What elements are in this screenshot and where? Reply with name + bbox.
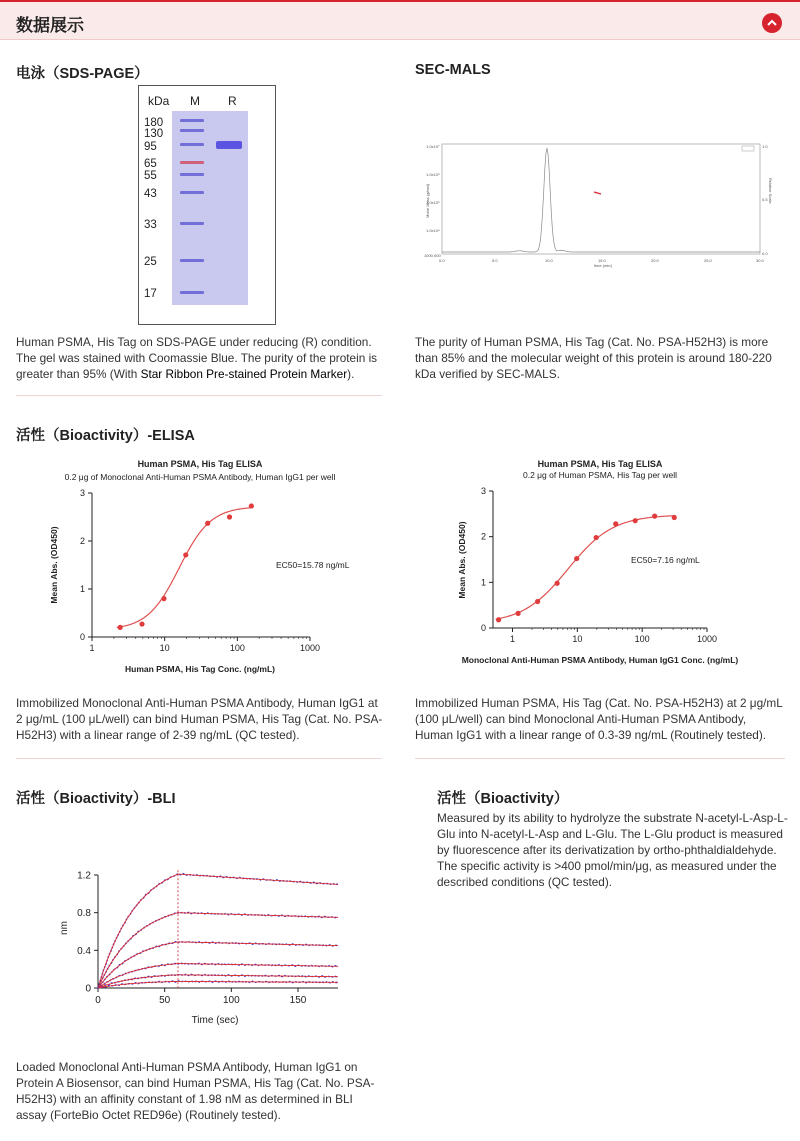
x-tick-label: 50 [159,995,171,1006]
y-tick-label: 0 [85,983,91,995]
y-axis-label: Molar Mass (g/mol) [425,183,430,218]
section-header [0,0,800,40]
lane-r-label: R [228,94,237,108]
y-tick-label: 0.4 [77,945,91,957]
marker-band [180,291,204,294]
data-point [183,552,188,557]
x-tick-label: 1 [89,643,95,653]
marker-label: 55 [144,170,157,182]
sds-description: Human PSMA, His Tag on SDS-PAGE under reducing (R) condition. The gel was stained with Coomassie Blue. The purity of the protein is greater than 95% (With Star Ribbon Pre-stained Protein Marker). [16,335,378,381]
data-point [574,556,579,561]
bli-chart [55,860,355,1030]
fit-curve [117,508,253,628]
secmals-heading: SEC-MALS [415,62,491,78]
x-tick: 0.0 [439,258,445,263]
marker-band [180,161,204,164]
data-point [535,599,540,604]
x-tick-label: 0 [95,995,101,1006]
y-tick-label: 0 [480,623,486,633]
fit-curve [98,942,338,988]
y-tick-label: 2 [79,536,85,546]
marker-label: 95 [144,141,157,153]
y-tick: 1.0x10⁴ [426,228,440,233]
uv-trace [442,148,760,252]
lane-m-label: M [190,94,200,108]
marker-label: 43 [144,188,157,200]
chart-subtitle: 0.2 μg of Human PSMA, His Tag per well [522,470,678,480]
chevron-up-icon [762,13,782,33]
data-point [633,518,638,523]
marker-band [180,119,204,122]
data-point [496,617,501,622]
sample-band [216,141,242,149]
data-point [227,514,232,519]
data-point [555,581,560,586]
elisa-chart-2 [445,455,775,680]
x-tick-label: 1000 [696,634,718,644]
sensorgram-trace [98,912,338,988]
x-tick: 25.0 [704,258,712,263]
bli-description: Loaded Monoclonal Anti-Human PSMA Antibody, Human IgG1 on Protein A Biosensor, can bind Human PSMA, His Tag (Cat. No. PSA-H52H3) with an affinity constant of 1.98 nM as determined in BLI assay (ForteBio Octet RED96e) (Routinely tested). [16,1060,375,1122]
data-point [249,503,254,508]
data-point [205,521,210,526]
y-tick: 1.0x10⁵ [426,200,440,205]
marker-label: 25 [144,256,157,268]
x-tick-label: 1000 [299,643,321,653]
y-tick-label: 3 [480,486,486,496]
x-axis-label: Human PSMA, His Tag Conc. (ng/mL) [124,664,276,674]
x-tick-label: 1 [510,634,516,644]
ec50-label: EC50=7.16 ng/mL [631,555,700,565]
x-tick: 30.0 [756,258,764,263]
x-tick-label: 100 [229,643,245,653]
marker-band [180,143,204,146]
section-title: 数据展示 [16,16,84,35]
y-tick-label: 0 [79,632,85,642]
molar-mass-line [594,192,601,194]
chart-subtitle: 0.2 μg of Monoclonal Anti-Human PSMA Antibody, Human IgG1 per well [64,472,336,482]
fit-curve [496,516,676,620]
elisa-heading: 活性（Bioactivity）-ELISA [16,428,195,444]
x-tick: 15.0 [598,258,606,263]
x-tick: 10.0 [545,258,553,263]
data-point [652,514,657,519]
chart-title: Human PSMA, His Tag ELISA [537,459,663,469]
elisa-chart-1 [40,455,380,680]
elisa1-description: Immobilized Monoclonal Anti-Human PSMA Antibody, Human IgG1 at 2 μg/mL (100 μL/well) can bind Human PSMA, His Tag (Cat. No. PSA-H52H3) with a linear range of 2-39 ng/mL (QC tested). [16,696,383,742]
y-tick-label: 1 [480,577,486,588]
r-tick: 0.5 [762,197,768,202]
data-point [516,611,521,616]
x-tick-label: 150 [289,995,307,1006]
marker-band [180,129,204,132]
elisa2-description: Immobilized Human PSMA, His Tag (Cat. No. PSA-H52H3) at 2 μg/mL (100 μL/well) can bind Monoclonal Anti-Human PSMA Antibody, Human IgG1 with a linear range of 0.3-39 ng/mL (Routinely tested). [415,696,783,742]
marker-band [180,222,204,225]
y-tick-label: 3 [79,488,85,498]
data-point [139,621,144,626]
r-tick: 1.0 [762,144,768,149]
bli-heading: 活性（Bioactivity）-BLI [16,791,176,807]
x-axis-label: Monoclonal Anti-Human PSMA Antibody, Human IgG1 Conc. (ng/mL) [461,655,739,665]
marker-link[interactable]: Star Ribbon Pre-stained Protein Marker [140,367,348,381]
right-axis-label: Relative Scale [768,178,773,204]
x-axis-label: Time (sec) [191,1015,239,1026]
y-tick: 1.0x10⁷ [426,144,440,149]
x-tick-label: 10 [572,634,583,644]
activity-description: Measured by its ability to hydrolyze the substrate N-acetyl-L-Asp-L-Glu into N-acetyl-L-Asp and L-Glu. The L-Glu product is measured by fluorescence after its derivatization by ortho-phthaldialdehyde. The specific activity is >400 pmol/min/μg, as measured under the described conditions (QC tested). [437,811,788,889]
x-tick-label: 100 [634,634,650,644]
chart-title: Human PSMA, His Tag ELISA [137,459,263,469]
x-tick-label: 100 [222,995,240,1006]
marker-band [180,259,204,262]
data-point [613,521,618,526]
x-tick: 5.0 [492,258,498,263]
y-tick-label: 1 [79,584,85,594]
data-point [161,596,166,601]
activity-heading: 活性（Bioactivity） [437,791,569,807]
y-tick-label: 1.2 [77,870,91,882]
marker-label: 33 [144,219,157,231]
kda-label: kDa [148,94,170,108]
r-tick: 0.0 [762,251,768,256]
marker-label: 180 [144,117,164,129]
y-tick-label: 2 [480,531,486,542]
marker-label: 65 [144,158,157,170]
marker-label: 130 [144,128,164,140]
x-tick-label: 10 [159,643,170,653]
y-tick: 1000.000 [424,253,441,258]
secmals-chart [420,138,773,268]
x-axis-label: time (min) [594,263,612,268]
sds-heading: 电泳（SDS-PAGE） [16,66,149,82]
secmals-description: The purity of Human PSMA, His Tag (Cat. No. PSA-H52H3) is more than 85% and the molecular weight of this protein is around 180-220 kDa verified by SEC-MALS. [415,335,772,381]
marker-label: 17 [144,288,157,300]
data-point [672,515,677,520]
marker-band [180,173,204,176]
ec50-label: EC50=15.78 ng/mL [276,560,350,570]
collapse-button[interactable] [762,13,782,33]
sds-gel-image [138,85,276,325]
data-point [118,625,123,630]
data-point [594,535,599,540]
y-axis-label: Mean Abs. (OD450) [49,526,59,604]
marker-band [180,191,204,194]
y-axis-label: Mean Abs. (OD450) [457,521,467,599]
y-tick-label: 0.8 [77,908,91,920]
x-tick: 20.0 [651,258,659,263]
y-tick: 1.0x10⁶ [426,172,440,177]
y-axis-label: nm [59,921,70,935]
